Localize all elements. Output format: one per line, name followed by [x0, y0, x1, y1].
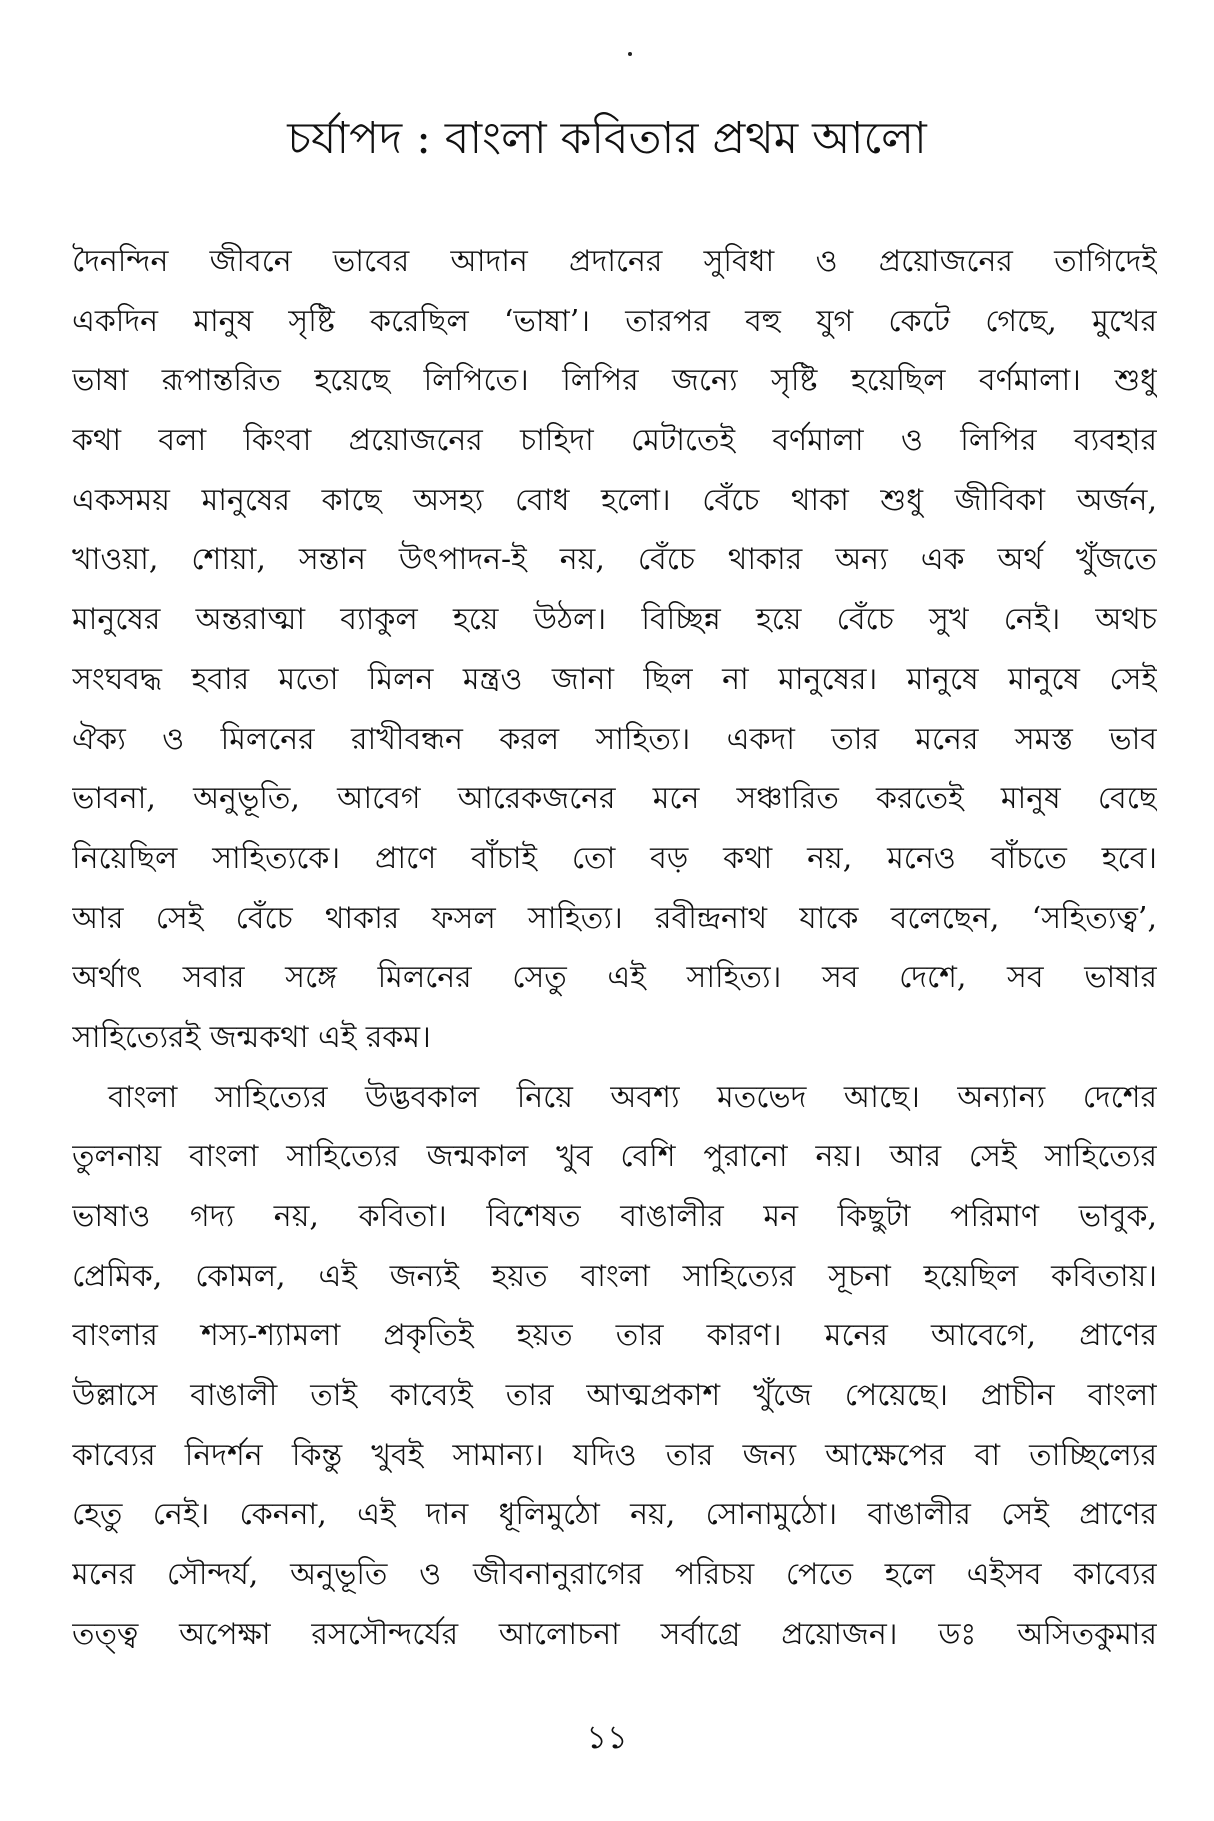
text-line: অর্থাৎ সবার সঙ্গে মিলনের সেতু এই সাহিত্য। সব দেশে, সব ভাষার: [72, 960, 1157, 996]
text-line: মনের সৌন্দর্য, অনুভূতি ও জীবনানুরাগের পরিচয় পেতে হলে এইসব কাব্যের: [72, 1557, 1157, 1593]
text-line: মানুষের অন্তরাত্মা ব্যাকুল হয়ে উঠল। বিচ্ছিন্ন হয়ে বেঁচে সুখ নেই। অথচ: [72, 602, 1157, 638]
paragraph-1: [72, 232, 1157, 1068]
text-line: ঐক্য ও মিলনের রাখীবন্ধন করল সাহিত্য। একদা তার মনের সমস্ত ভাব: [72, 721, 1157, 757]
text-line: ভাবনা, অনুভূতি, আবেগ আরেকজনের মনে সঞ্চারিত করতেই মানুষ বেছে: [72, 781, 1157, 817]
text-line: খাওয়া, শোয়া, সন্তান উৎপাদন-ই নয়, বেঁচে থাকার অন্য এক অর্থ খুঁজতে: [72, 542, 1157, 578]
text-line: কাব্যের নিদর্শন কিন্তু খুবই সামান্য। যদিও তার জন্য আক্ষেপের বা তাচ্ছিল্যের: [72, 1437, 1157, 1473]
page-title: চর্যাপদ : বাংলা কবিতার প্রথম আলো: [287, 113, 927, 164]
text-line: তুলনায় বাংলা সাহিত্যের জন্মকাল খুব বেশি পুরানো নয়। আর সেই সাহিত্যের: [72, 1139, 1157, 1175]
text-line: সংঘবদ্ধ হবার মতো মিলন মন্ত্রও জানা ছিল না মানুষের। মানুষে মানুষে সেই: [72, 661, 1157, 697]
text-line: বাংলার শস্য-শ্যামলা প্রকৃতিই হয়ত তার কারণ। মনের আবেগে, প্রাণের: [72, 1318, 1157, 1354]
text-line: ভাষা রূপান্তরিত হয়েছে লিপিতে। লিপির জন্যে সৃষ্টি হয়েছিল বর্ণমালা। শুধু: [72, 363, 1157, 399]
text-line: সাহিত্যেরই জন্মকথা এই রকম।: [72, 1019, 431, 1055]
paragraph-2: [72, 1068, 1157, 1665]
text-line: তত্ত্ব অপেক্ষা রসসৌন্দর্যের আলোচনা সর্বাগ্রে প্রয়োজন। ডঃ অসিতকুমার: [72, 1616, 1157, 1652]
text-line: উল্লাসে বাঙালী তাই কাব্যেই তার আত্মপ্রকাশ খুঁজে পেয়েছে। প্রাচীন বাংলা: [72, 1378, 1157, 1414]
scan-speck: [628, 52, 632, 56]
page-number: ১১: [586, 1718, 628, 1756]
text-line: ভাষাও গদ্য নয়, কবিতা। বিশেষত বাঙালীর মন কিছুটা পরিমাণ ভাবুক,: [72, 1199, 1157, 1234]
text-line: দৈনন্দিন জীবনে ভাবের আদান প্রদানের সুবিধা ও প্রয়োজনের তাগিদেই: [72, 244, 1157, 279]
text-line: আর সেই বেঁচে থাকার ফসল সাহিত্য। রবীন্দ্রনাথ যাকে বলেছেন, ‘সহিত্যত্ব’,: [72, 900, 1157, 936]
text-line: একসময় মানুষের কাছে অসহ্য বোধ হলো। বেঁচে থাকা শুধু জীবিকা অর্জন,: [72, 482, 1157, 518]
text-line: প্রেমিক, কোমল, এই জন্যই হয়ত বাংলা সাহিত্যের সূচনা হয়েছিল কবিতায়।: [72, 1258, 1157, 1294]
text-line: নিয়েছিল সাহিত্যকে। প্রাণে বাঁচাই তো বড় কথা নয়, মনেও বাঁচতে হবে।: [72, 840, 1157, 876]
body-text: [72, 232, 1157, 1665]
text-line: বাংলা সাহিত্যের উদ্ভবকাল নিয়ে অবশ্য মতভেদ আছে। অন্যান্য দেশের: [108, 1079, 1157, 1115]
text-line: কথা বলা কিংবা প্রয়োজনের চাহিদা মেটাতেই বর্ণমালা ও লিপির ব্যবহার: [72, 423, 1157, 459]
text-line: একদিন মানুষ সৃষ্টি করেছিল ‘ভাষা’। তারপর বহু যুগ কেটে গেছে, মুখের: [72, 303, 1157, 339]
text-line: হেতু নেই। কেননা, এই দান ধূলিমুঠো নয়, সোনামুঠো। বাঙালীর সেই প্রাণের: [72, 1497, 1157, 1533]
